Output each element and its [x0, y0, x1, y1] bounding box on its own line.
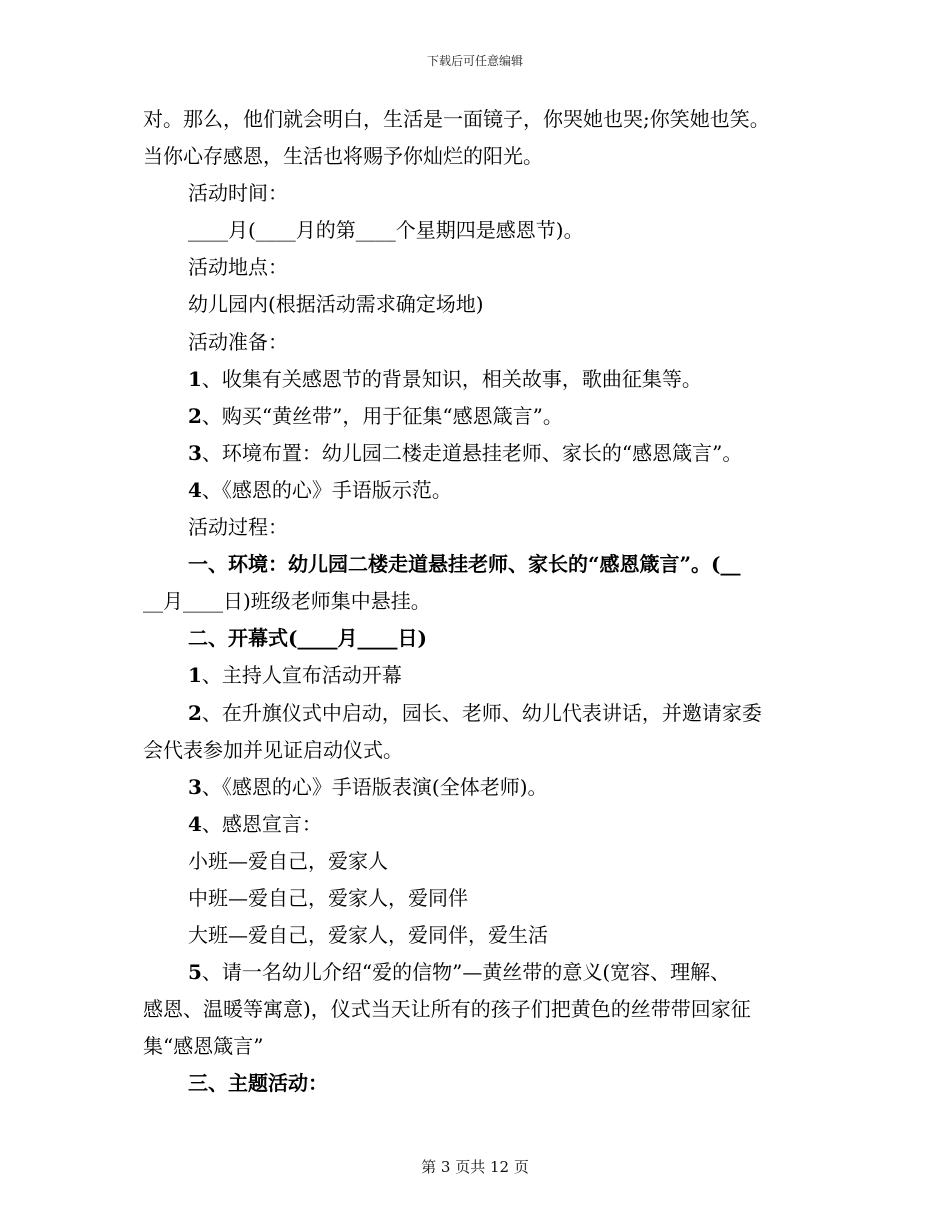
page-header: 下载后可任意编辑: [426, 54, 523, 68]
list-item: 1、主持人宣布活动开幕: [188, 663, 402, 688]
section-heading: 活动时间：: [188, 181, 288, 206]
list-item: 3、《感恩的心》手语版表演(全体老师)。: [188, 774, 548, 799]
paragraph-line: 小班—爱自己，爱家人: [188, 848, 388, 873]
list-item: 2、购买“黄丝带”，用于征集“感恩箴言”。: [188, 403, 563, 428]
list-item: 2、在升旗仪式中启动，园长、老师、幼儿代表讲话，并邀请家委: [188, 700, 762, 725]
paragraph-line: 会代表参加并见证启动仪式。: [143, 737, 403, 762]
paragraph-line: 大班—爱自己，爱家人，爱同伴，爱生活: [188, 923, 548, 948]
paragraph-line: 中班—爱自己，爱家人，爱同伴: [188, 885, 468, 910]
section-heading: 活动准备：: [188, 329, 288, 354]
paragraph-line: 幼儿园内(根据活动需求确定场地): [188, 292, 484, 317]
list-item: 4、《感恩的心》手语版示范。: [188, 477, 452, 502]
list-item: 3、环境布置：幼儿园二楼走道悬挂老师、家长的“感恩箴言”。: [188, 440, 743, 465]
paragraph-line: ____月(____月的第____个星期四是感恩节)。: [188, 218, 584, 243]
list-item: 5、请一名幼儿介绍“爱的信物”—黄丝带的意义(宽容、理解、: [188, 960, 731, 985]
section-heading: 活动过程：: [188, 515, 288, 540]
paragraph-line: 对。那么，他们就会明白，生活是一面镜子，你哭她也哭;你笑她也笑。: [143, 107, 770, 131]
paragraph-line: 一、环境：幼儿园二楼走道悬挂老师、家长的“感恩箴言”。(__: [188, 552, 741, 577]
paragraph-line: 当你心存感恩，生活也将赐予你灿烂的阳光。: [143, 144, 543, 169]
section-heading: 二、开幕式(____月____日): [188, 626, 427, 651]
list-item: 1、收集有关感恩节的背景知识，相关故事，歌曲征集等。: [188, 366, 702, 391]
section-heading: 活动地点：: [188, 255, 288, 280]
document-body: [143, 101, 823, 1103]
paragraph-line: 集“感恩箴言”: [143, 1034, 264, 1059]
paragraph-line: 感恩、温暖等寓意)，仪式当天让所有的孩子们把黄色的丝带带回家征: [143, 997, 751, 1022]
page-footer: 第 3 页共 12 页: [421, 1158, 529, 1176]
list-item: 4、感恩宣言：: [188, 811, 322, 836]
section-heading: 三、主题活动：: [188, 1071, 328, 1096]
paragraph-line: __月____日)班级老师集中悬挂。: [143, 589, 431, 614]
